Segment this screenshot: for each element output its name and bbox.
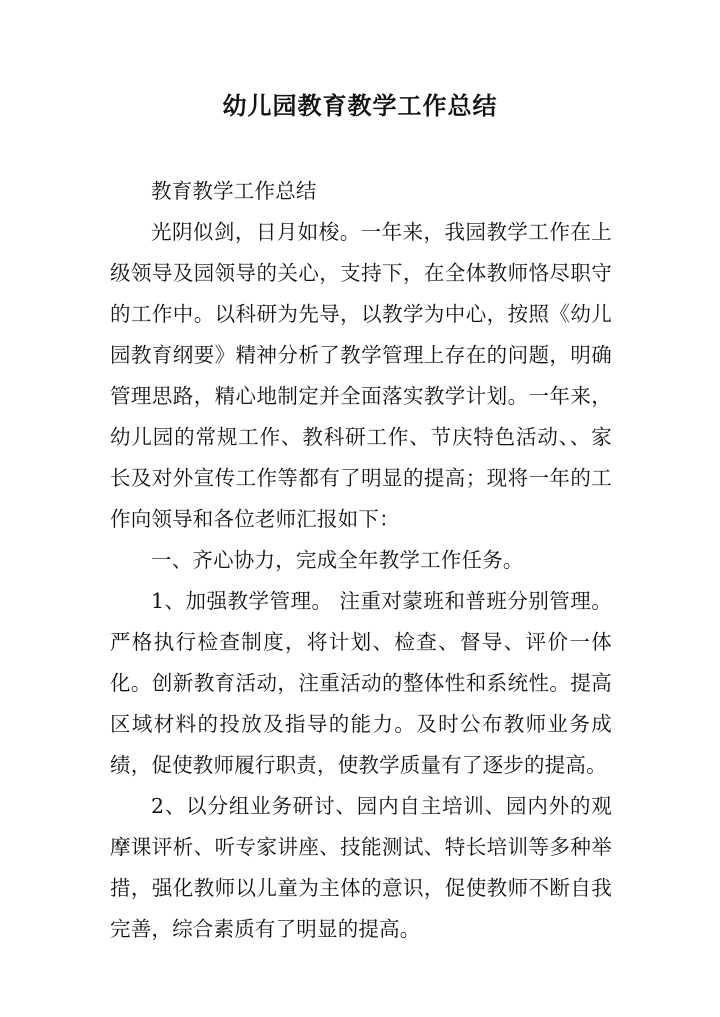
- paragraph-item-1: 1、加强教学管理。 注重对蒙班和普班分别管理。严格执行检查制度，将计划、检查、督导、评价一体化。创新教育活动，注重活动的整体性和系统性。提高区域材料的投放及指导的能力。及时公布教师业务成绩，促使教师履行职责，使教学质量有了逐步的提高。: [110, 589, 612, 777]
- document-body: [110, 171, 612, 950]
- paragraph-section-heading: 一、齐心协力，完成全年教学工作任务。: [151, 548, 524, 572]
- document-title: 幼儿园教育教学工作总结: [222, 92, 498, 120]
- paragraph-intro: 光阴似剑，日月如梭。一年来，我园教学工作在上级领导及园领导的关心，支持下，在全体教师恪尽职守的工作中。以科研为先导，以教学为中心，按照《幼儿园教育纲要》精神分析了教学管理上存在的问题，明确管理思路，精心地制定并全面落实教学计划。一年来，幼儿园的常规工作、教科研工作、节庆特色活动、、家长及对外宣传工作等都有了明显的提高；现将一年的工作向领导和各位老师汇报如下：: [110, 220, 612, 531]
- paragraph-item-2: 2、以分组业务研讨、园内自主培训、园内外的观摩课评析、听专家讲座、技能测试、特长培训等多种举措，强化教师以儿童为主体的意识，促使教师不断自我完善，综合素质有了明显的提高。: [110, 794, 612, 941]
- paragraph-subtitle: 教育教学工作总结: [151, 179, 317, 203]
